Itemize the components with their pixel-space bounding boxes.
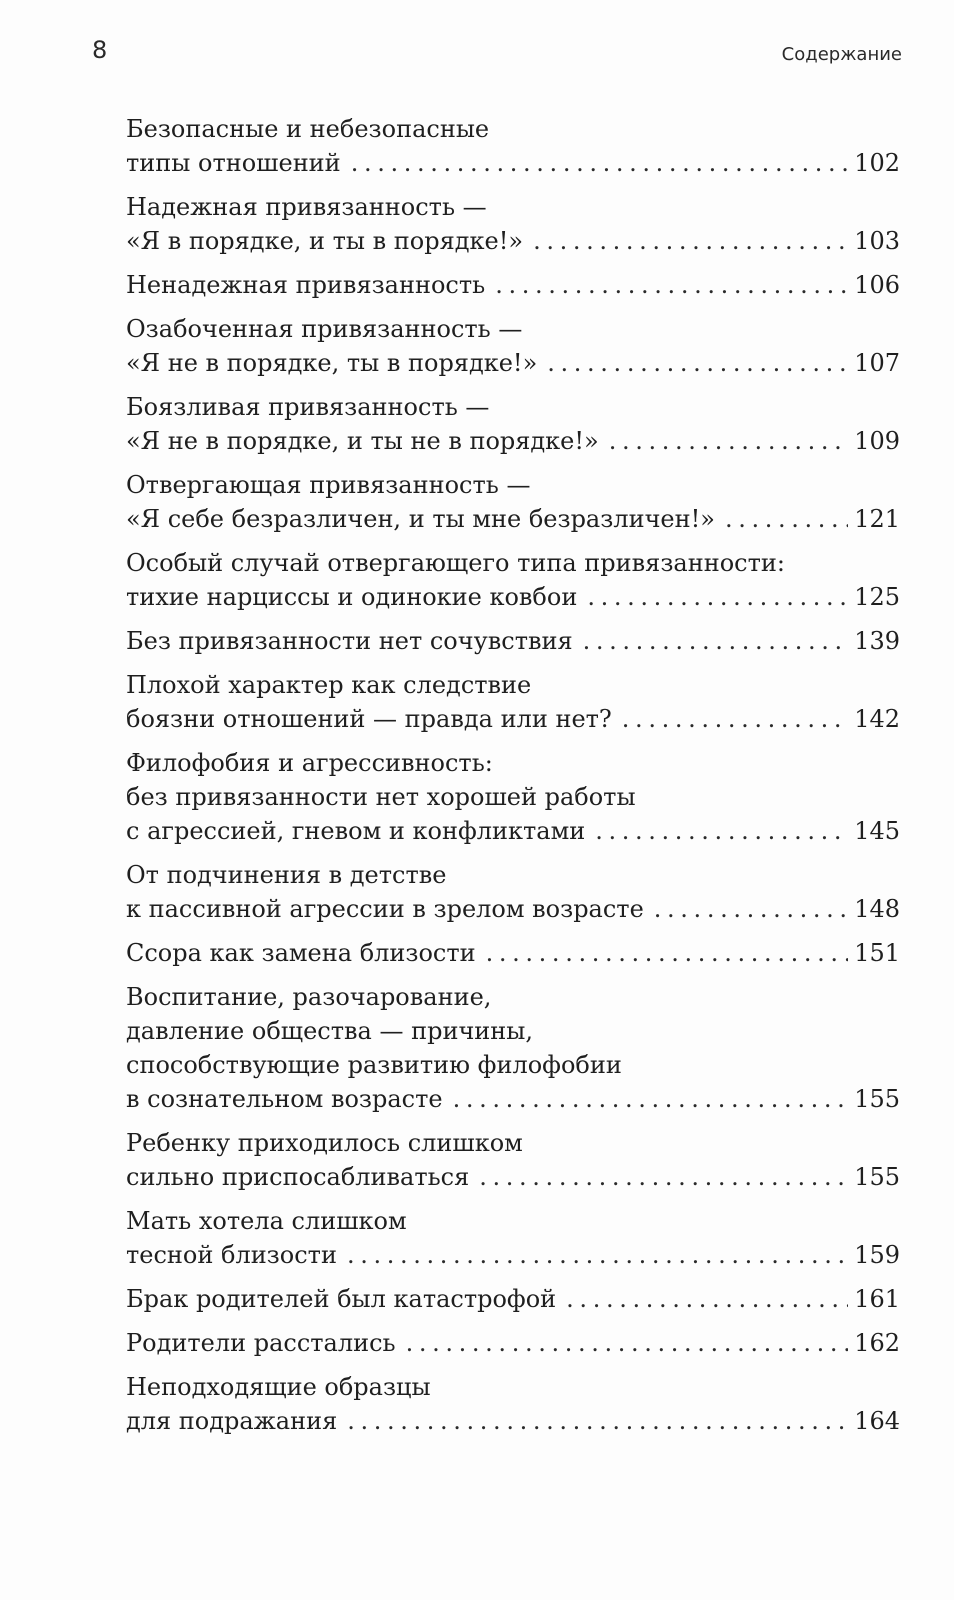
toc-entry-last-line [126,1282,900,1316]
toc-page-number: 151 [854,939,900,967]
toc-page-number: 106 [854,271,900,299]
dot-leader [725,502,848,536]
dot-leader [609,424,848,458]
toc-entry [126,468,900,536]
toc-entry [126,546,900,614]
toc-entry-title-last: «Я в порядке, и ты в порядке!» [126,227,524,255]
toc-entry-title-last: Без привязанности нет сочувствия [126,627,573,655]
dot-leader [587,580,848,614]
toc-entry [126,936,900,970]
toc-entry-title-last: с агрессией, гневом и конфликтами [126,817,586,845]
toc-entry-last-line [126,624,900,658]
toc-page-number: 164 [854,1407,900,1435]
toc-entry-last-line [126,502,900,536]
toc-entry-last-line [126,702,900,736]
toc-page-number: 121 [854,505,900,533]
toc-page-number: 109 [854,427,900,455]
toc-entry [126,1282,900,1316]
toc-entry-title-last: Ссора как замена близости [126,939,476,967]
table-of-contents [126,112,900,1448]
dot-leader [479,1160,848,1194]
toc-entry [126,1370,900,1438]
toc-entry-title-last: Родители расстались [126,1329,396,1357]
toc-entry [126,1326,900,1360]
toc-entry [126,312,900,380]
page-number: 8 [92,36,108,64]
toc-entry-title-lines: Отвергающая привязанность — [126,471,531,499]
toc-entry-last-line [126,814,900,848]
toc-page-number: 161 [854,1285,900,1313]
toc-entry-title-lines: Филофобия и агрессивность: без привязанности нет хорошей работы [126,749,636,811]
toc-entry-last-line [126,580,900,614]
toc-entry-last-line [126,1326,900,1360]
toc-entry-title-lines: Воспитание, разочарование, давление общества — причины, способствующие развитию филофобии [126,983,622,1079]
running-head: Содержание [781,44,902,65]
dot-leader [347,1404,848,1438]
toc-page-number: 125 [854,583,900,611]
dot-leader [583,624,849,658]
toc-entry [126,1126,900,1194]
dot-leader [622,702,848,736]
toc-page-number: 148 [854,895,900,923]
dot-leader [595,814,848,848]
toc-entry-title-last: для подражания [126,1407,338,1435]
toc-page-number: 159 [854,1241,900,1269]
toc-entry-title-last: Брак родителей был катастрофой [126,1285,557,1313]
toc-entry-title-last: к пассивной агрессии в зрелом возрасте [126,895,644,923]
toc-entry-title-lines: Мать хотела слишком [126,1207,407,1235]
toc-page-number: 155 [854,1085,900,1113]
dot-leader [533,224,848,258]
toc-entry [126,190,900,258]
toc-entry-title-lines: Озабоченная привязанность — [126,315,523,343]
toc-entry [126,668,900,736]
toc-entry-title-last: тесной близости [126,1241,337,1269]
toc-page-number: 162 [854,1329,900,1357]
dot-leader [486,936,849,970]
toc-entry-title-last: Ненадежная привязанность [126,271,486,299]
toc-entry [126,980,900,1116]
toc-entry-title-last: «Я себе безразличен, и ты мне безразличен!» [126,505,715,533]
toc-entry-title-last: сильно приспосабливаться [126,1163,470,1191]
toc-entry-title-lines: Надежная привязанность — [126,193,487,221]
dot-leader [453,1082,849,1116]
toc-entry-last-line [126,146,900,180]
toc-entry-title-last: типы отношений [126,149,341,177]
dot-leader [406,1326,849,1360]
toc-entry [126,112,900,180]
toc-entry-title-last: «Я не в порядке, ты в порядке!» [126,349,538,377]
toc-entry-last-line [126,1404,900,1438]
toc-page-number: 139 [854,627,900,655]
toc-entry-title-lines: Ребенку приходилось слишком [126,1129,523,1157]
toc-entry [126,746,900,848]
toc-entry-title-lines: Безопасные и небезопасные [126,115,490,143]
toc-entry-title-last: тихие нарциссы и одинокие ковбои [126,583,578,611]
dot-leader [547,346,848,380]
dot-leader [347,1238,848,1272]
toc-entry [126,1204,900,1272]
toc-page-number: 107 [854,349,900,377]
toc-entry [126,268,900,302]
dot-leader [654,892,848,926]
toc-entry-last-line [126,1238,900,1272]
toc-entry-title-lines: От подчинения в детстве [126,861,447,889]
toc-entry-title-lines: Неподходящие образцы [126,1373,431,1401]
toc-entry-last-line [126,424,900,458]
toc-entry-title-lines: Боязливая привязанность — [126,393,490,421]
toc-page-number: 102 [854,149,900,177]
toc-entry-title-lines: Особый случай отвергающего типа привязанности: [126,549,785,577]
toc-page-number: 145 [854,817,900,845]
toc-entry [126,624,900,658]
toc-entry-last-line [126,1082,900,1116]
toc-page-number: 103 [854,227,900,255]
toc-entry-title-last: боязни отношений — правда или нет? [126,705,612,733]
toc-entry [126,858,900,926]
toc-page-number: 142 [854,705,900,733]
toc-entry-last-line [126,346,900,380]
toc-entry-last-line [126,224,900,258]
dot-leader [351,146,849,180]
toc-entry-last-line [126,936,900,970]
toc-entry [126,390,900,458]
toc-entry-last-line [126,892,900,926]
dot-leader [495,268,848,302]
toc-entry-title-lines: Плохой характер как следствие [126,671,532,699]
toc-entry-last-line [126,1160,900,1194]
dot-leader [566,1282,848,1316]
toc-page-number: 155 [854,1163,900,1191]
toc-entry-title-last: в сознательном возрасте [126,1085,443,1113]
toc-entry-last-line [126,268,900,302]
toc-entry-title-last: «Я не в порядке, и ты не в порядке!» [126,427,599,455]
